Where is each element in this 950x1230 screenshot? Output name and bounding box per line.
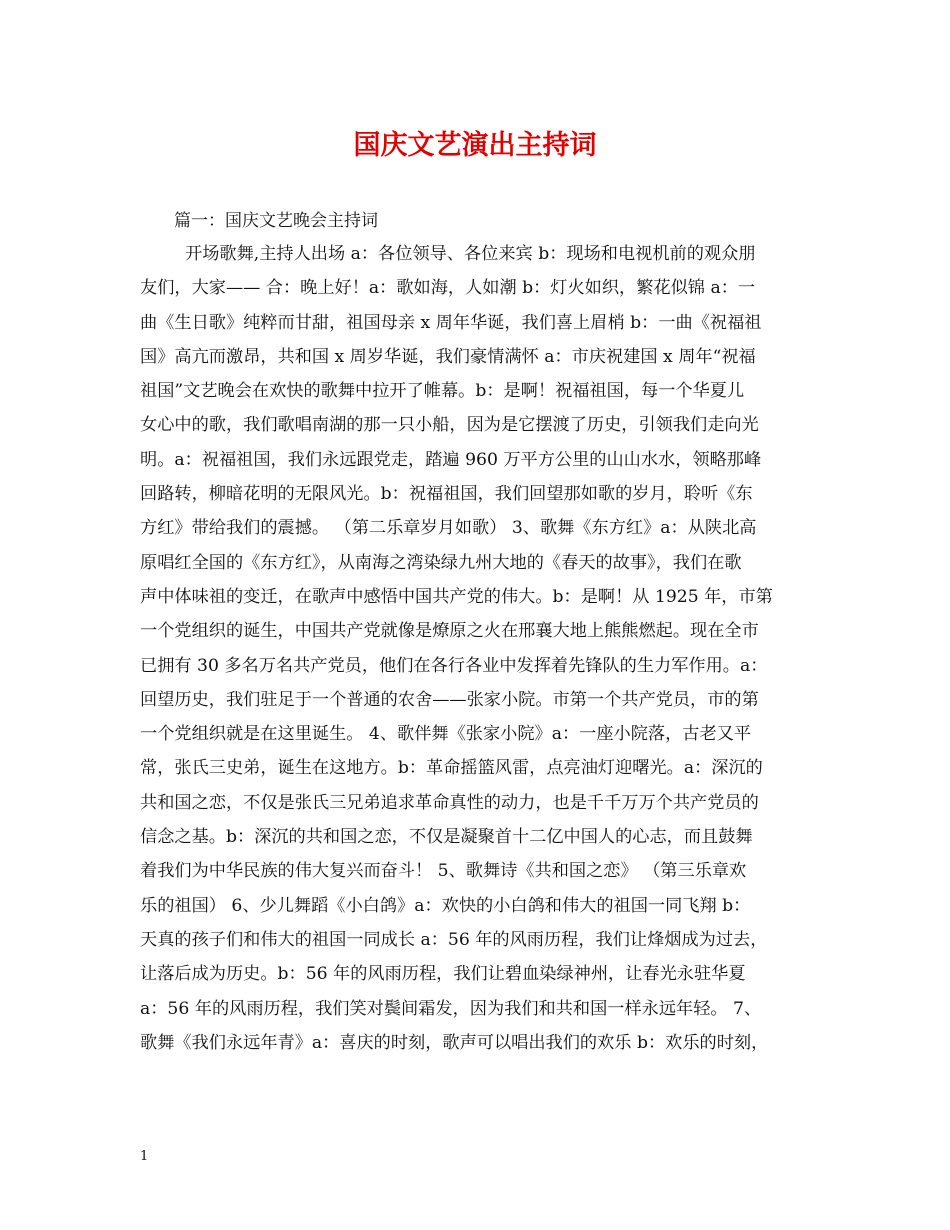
page-number: 1	[140, 1149, 149, 1164]
text-line: 原唱红全国的《东方红》，从南海之湾染绿九州大地的《春天的故事》，我们在歌	[140, 552, 742, 573]
text-line: 天真的孩子们和伟大的祖国一同成长 a：56 年的风雨历程，我们让烽烟成为过去，	[140, 929, 768, 950]
text-line: 女心中的歌，我们歌唱南湖的那一只小船，因为是它摆渡了历史，引领我们走向光	[140, 415, 759, 436]
text-line: 方红》带给我们的震撼。 （第二乐章岁月如歌） 3、歌舞《东方红》a：从陕北高	[140, 518, 757, 539]
text-line: 声中体味祖的变迁，在歌声中感悟中国共产党的伟大。b：是啊！从 1925 年，市第	[140, 586, 773, 607]
text-line: 共和国之恋，不仅是张氏三兄弟追求革命真性的动力，也是千千万万个共产党员的	[140, 792, 759, 813]
text-line: 回路转，柳暗花明的无限风光。b：祝福祖国，我们回望那如歌的岁月，聆听《东	[140, 484, 753, 505]
text-line: 一个党组织的诞生，中国共产党就像是燎原之火在邢襄大地上熊熊燃起。现在全市	[140, 621, 759, 642]
text-line: 歌舞《我们永远年青》a：喜庆的时刻，歌声可以唱出我们的欢乐 b：欢乐的时刻，	[140, 1032, 769, 1053]
text-line: 乐的祖国） 6、少儿舞蹈《小白鸽》a：欢快的小白鸽和伟大的祖国一同飞翔 b：	[140, 895, 751, 916]
text-line: 让落后成为历史。b：56 年的风雨历程，我们让碧血染绿神州，让春光永驻华夏	[140, 964, 746, 985]
text-line: 已拥有 30 多名万名共产党员，他们在各行各业中发挥着先锋队的生力军作用。a：	[140, 655, 768, 676]
text-line: 常，张氏三史弟，诞生在这地方。b：革命摇篮风雷，点亮油灯迎曙光。a：深沉的	[140, 758, 763, 779]
text-line: a：56 年的风雨历程，我们笑对鬓间霜发，因为我们和共和国一样永远年轻。 7、	[140, 998, 762, 1019]
text-line: 国》高亢而激昂，共和国 x 周岁华诞，我们豪情满怀 a：市庆祝建国 x 周年“祝福	[140, 346, 756, 367]
text-line: 开场歌舞,主持人出场 a：各位领导、各位来宾 b：现场和电视机前的观众朋	[185, 244, 756, 264]
text-line: 信念之基。b：深沉的共和国之恋，不仅是凝聚首十二亿中国人的心志，而且鼓舞	[140, 827, 753, 848]
text-line: 回望历史，我们驻足于一个普通的农舍——张家小院。市第一个共产党员，市的第	[140, 689, 759, 710]
text-line: 明。a：祝福祖国，我们永远跟党走，踏遍 960 万平方公里的山山水水，领略那峰	[140, 449, 762, 470]
text-line: 友们，大家—— 合：晚上好！a：歌如海，人如潮 b：灯火如织，繁花似锦 a：一	[140, 278, 756, 299]
text-line: 着我们为中华民族的伟大复兴而奋斗！ 5、歌舞诗《共和国之恋》 （第三乐章欢	[140, 861, 747, 882]
text-line: 祖国”文艺晚会在欢快的歌舞中拉开了帷幕。b：是啊！祝福祖国，每一个华夏儿	[140, 381, 745, 402]
document-title: 国庆文艺演出主持词	[353, 130, 597, 161]
text-line: 一个党组织就是在这里诞生。 4、歌伴舞《张家小院》a：一座小院落，古老又平	[140, 724, 752, 745]
body-text	[140, 237, 830, 1060]
text-line: 曲《生日歌》纯粹而甘甜，祖国母亲 x 周年华诞，我们喜上眉梢 b：一曲《祝福祖	[140, 312, 762, 333]
section-heading: 篇一：国庆文艺晚会主持词	[174, 211, 378, 231]
